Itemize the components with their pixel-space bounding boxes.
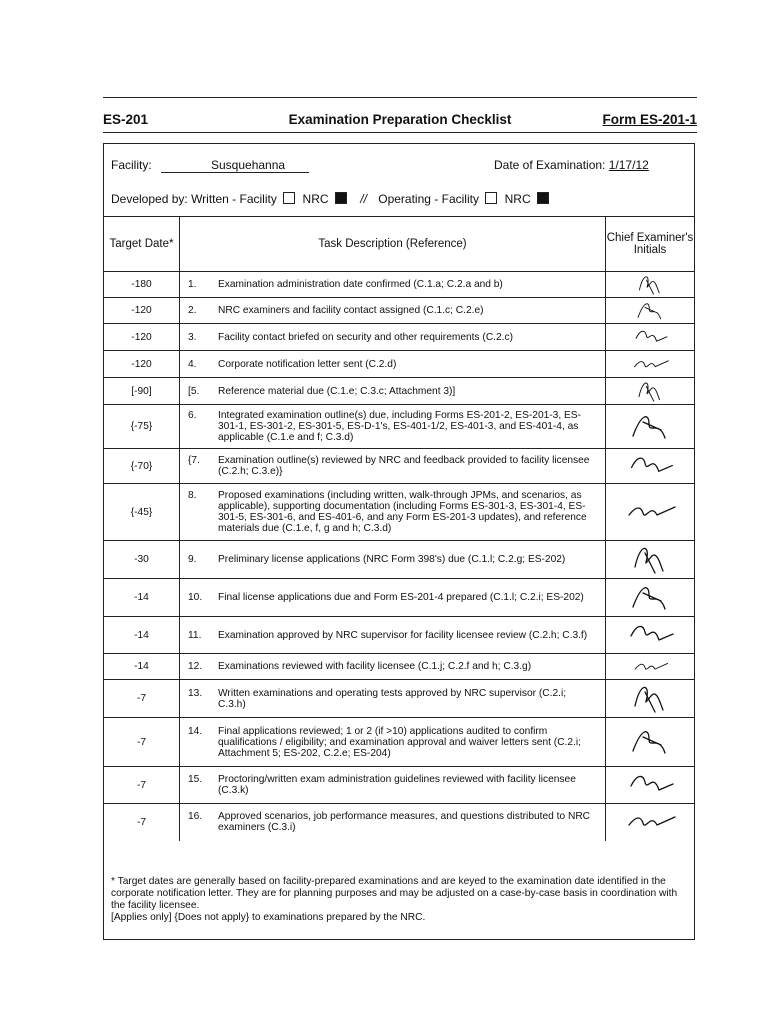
table-row xyxy=(104,449,694,484)
signature-initials-icon xyxy=(610,379,690,404)
exam-date-label: Date of Examination: xyxy=(494,158,606,172)
task-description: Examination administration date confirmed (C.1.a; C.2.a and b) xyxy=(218,279,503,290)
target-date: -30 xyxy=(104,541,180,579)
examiner-initials[interactable] xyxy=(606,654,695,680)
task-number: 9. xyxy=(188,554,197,565)
table-row xyxy=(104,804,694,841)
task-description: Approved scenarios, job performance measures, and questions distributed to NRC examiners (C.3.i) xyxy=(218,811,591,834)
signature-initials-icon xyxy=(610,450,690,483)
footnote-text: * Target dates are generally based on facility-prepared examinations and are keyed to the examination date identified in the corporate notification letter. They are for planning purposes and may be adjusted on a case-by-case basis in coordination with the facility licensee. xyxy=(111,876,678,911)
task-cell xyxy=(180,804,606,841)
task-cell xyxy=(180,298,606,324)
task-cell xyxy=(180,718,606,767)
task-description: Preliminary license applications (NRC Form 398's) due (C.1.l; C.2.g; ES-202) xyxy=(218,554,566,565)
target-date: -14 xyxy=(104,617,180,654)
signature-initials-icon xyxy=(610,768,690,802)
task-description: Final license applications due and Form ES-201-4 prepared (C.1.l; C.2.i; ES-202) xyxy=(218,592,584,603)
target-date: -120 xyxy=(104,298,180,324)
table-row xyxy=(104,767,694,804)
task-cell xyxy=(180,378,606,405)
table-row xyxy=(104,654,694,680)
signature-initials-icon xyxy=(610,352,690,377)
examiner-initials[interactable] xyxy=(606,718,695,767)
exam-date-value[interactable]: 1/17/12 xyxy=(608,158,649,172)
table-row xyxy=(104,405,694,449)
written-facility-label: Written - Facility xyxy=(191,192,277,206)
task-number: 8. xyxy=(188,490,197,501)
task-description: Examination outline(s) reviewed by NRC and feedback provided to facility licensee (C.2.h; C.3.e)} xyxy=(218,455,590,477)
signature-initials-icon xyxy=(610,682,690,716)
task-cell xyxy=(180,351,606,378)
examiner-initials[interactable] xyxy=(606,617,695,654)
signature-initials-icon xyxy=(610,543,690,577)
task-description: Examination approved by NRC supervisor for facility licensee review (C.2.h; C.3.f) xyxy=(218,629,588,641)
operating-nrc-checkbox[interactable] xyxy=(537,192,549,204)
task-cell xyxy=(180,541,606,579)
examiner-initials[interactable] xyxy=(606,541,695,579)
target-date: {-70} xyxy=(104,449,180,484)
task-number: [5. xyxy=(188,385,200,397)
target-date: -120 xyxy=(104,324,180,351)
checklist-form xyxy=(103,143,695,940)
operating-nrc-label: NRC xyxy=(504,192,531,206)
task-description: Proctoring/written exam administration guidelines reviewed with facility licensee (C.3.k) xyxy=(218,774,576,796)
page-header xyxy=(103,112,697,132)
task-number: 16. xyxy=(188,811,203,823)
separator: // xyxy=(360,192,367,206)
task-cell xyxy=(180,654,606,680)
task-number: 2. xyxy=(188,305,197,316)
developed-label: Developed by: xyxy=(111,192,188,206)
task-description: Reference material due (C.1.e; C.3.c; Attachment 3)] xyxy=(218,385,456,397)
examiner-initials[interactable] xyxy=(606,449,695,484)
task-cell xyxy=(180,449,606,484)
signature-initials-icon xyxy=(610,273,690,297)
footnote xyxy=(111,876,687,924)
task-number: 10. xyxy=(188,592,203,603)
task-cell xyxy=(180,767,606,804)
table-row xyxy=(104,298,694,324)
examiner-initials[interactable] xyxy=(606,680,695,718)
examiner-initials[interactable] xyxy=(606,767,695,804)
signature-initials-icon xyxy=(610,299,690,323)
target-date: -7 xyxy=(104,680,180,718)
facility-field[interactable]: Susquehanna xyxy=(161,158,309,173)
task-number: 15. xyxy=(188,774,203,785)
examiner-initials[interactable] xyxy=(606,804,695,841)
target-date: -14 xyxy=(104,579,180,617)
examiner-initials[interactable] xyxy=(606,272,695,298)
facility-label: Facility: xyxy=(111,158,152,172)
target-date: -180 xyxy=(104,272,180,298)
form-number: Form ES-201-1 xyxy=(602,112,697,127)
table-row xyxy=(104,324,694,351)
signature-initials-icon xyxy=(610,325,690,350)
top-rule xyxy=(103,97,697,98)
signature-initials-icon xyxy=(610,725,690,759)
task-number: {7. xyxy=(188,455,200,466)
table-row xyxy=(104,680,694,718)
written-nrc-label: NRC xyxy=(302,192,329,206)
examiner-initials[interactable] xyxy=(606,484,695,541)
form-code: ES-201 xyxy=(103,112,149,127)
task-cell xyxy=(180,680,606,718)
operating-facility-checkbox[interactable] xyxy=(485,192,497,204)
signature-initials-icon xyxy=(610,805,690,839)
table-row xyxy=(104,718,694,767)
table-row xyxy=(104,579,694,617)
task-number: 3. xyxy=(188,331,197,343)
target-date: -7 xyxy=(104,804,180,841)
signature-initials-icon xyxy=(610,655,690,679)
task-description: NRC examiners and facility contact assigned (C.1.c; C.2.e) xyxy=(218,305,484,316)
task-number: 6. xyxy=(188,410,197,421)
task-description: Corporate notification letter sent (C.2.d) xyxy=(218,358,397,370)
task-number: 4. xyxy=(188,358,197,370)
operating-facility-label: Operating - Facility xyxy=(378,192,479,206)
col-examiner-initials: Chief Examiner's Initials xyxy=(606,217,695,272)
task-description: Facility contact briefed on security and other requirements (C.2.c) xyxy=(218,331,513,343)
target-date: [-90] xyxy=(104,378,180,405)
task-table xyxy=(104,216,694,841)
target-date: {-75} xyxy=(104,405,180,449)
task-number: 13. xyxy=(188,687,203,699)
task-cell xyxy=(180,484,606,541)
examiner-initials[interactable] xyxy=(606,405,695,449)
exam-info xyxy=(104,144,694,216)
footnote-applies: [Applies only] {Does not apply} to examinations prepared by the NRC. xyxy=(111,912,426,923)
examiner-initials[interactable] xyxy=(606,351,695,378)
table-row xyxy=(104,378,694,405)
task-number: 1. xyxy=(188,279,197,290)
target-date: -14 xyxy=(104,654,180,680)
task-cell xyxy=(180,324,606,351)
table-row xyxy=(104,484,694,541)
table-header-row xyxy=(104,217,694,272)
exam-date xyxy=(494,158,649,172)
task-number: 14. xyxy=(188,725,203,737)
written-facility-checkbox[interactable] xyxy=(283,192,295,204)
col-task-description: Task Description (Reference) xyxy=(180,217,606,272)
task-cell xyxy=(180,405,606,449)
header-rule xyxy=(103,132,697,133)
task-cell xyxy=(180,579,606,617)
target-date: -7 xyxy=(104,767,180,804)
table-row xyxy=(104,541,694,579)
examiner-initials[interactable] xyxy=(606,324,695,351)
task-number: 12. xyxy=(188,661,203,672)
signature-initials-icon xyxy=(610,581,690,615)
task-description: Examinations reviewed with facility licensee (C.1.j; C.2.f and h; C.3.g) xyxy=(218,661,532,672)
page-title: Examination Preparation Checklist xyxy=(288,112,512,127)
examiner-initials[interactable] xyxy=(606,378,695,405)
target-date: {-45} xyxy=(104,484,180,541)
examiner-initials[interactable] xyxy=(606,579,695,617)
target-date: -120 xyxy=(104,351,180,378)
table-row xyxy=(104,351,694,378)
task-description: Integrated examination outline(s) due, including Forms ES-201-2, ES-201-3, ES-301-1, ES-301-2, ES-301-5, ES-D-1's, ES-401-1/2, ES-401-3, and ES-401-4, as applicable (C.1.e and f; C.3.d) xyxy=(218,410,581,443)
table-row xyxy=(104,272,694,298)
signature-initials-icon xyxy=(610,410,690,444)
developed-by xyxy=(111,192,553,206)
task-description: Written examinations and operating tests approved by NRC supervisor (C.2.i; C.3.h) xyxy=(218,687,567,710)
task-description: Final applications reviewed; 1 or 2 (if >10) applications audited to confirm qualifications / eligibility; and examination approval and waiver letters sent (C.2.i; Attachment 5; ES-202, C.2.e; ES-204) xyxy=(218,725,581,759)
examiner-initials[interactable] xyxy=(606,298,695,324)
written-nrc-checkbox[interactable] xyxy=(335,192,347,204)
task-number: 11. xyxy=(188,629,202,641)
task-description: Proposed examinations (including written, walk-through JPMs, and scenarios, as applicable), supporting documentation (including Forms ES-301-3, ES-301-4, ES-301-5, ES-301-6, and ES-401-6, and any Form ES-201-3 updates), and reference materials due (C.1.e, f, g and h; C.3.d) xyxy=(218,490,587,534)
table-row xyxy=(104,617,694,654)
task-cell xyxy=(180,617,606,654)
col-target-date: Target Date* xyxy=(104,217,180,272)
signature-initials-icon xyxy=(610,618,690,652)
target-date: -7 xyxy=(104,718,180,767)
task-cell xyxy=(180,272,606,298)
signature-initials-icon xyxy=(610,495,690,529)
